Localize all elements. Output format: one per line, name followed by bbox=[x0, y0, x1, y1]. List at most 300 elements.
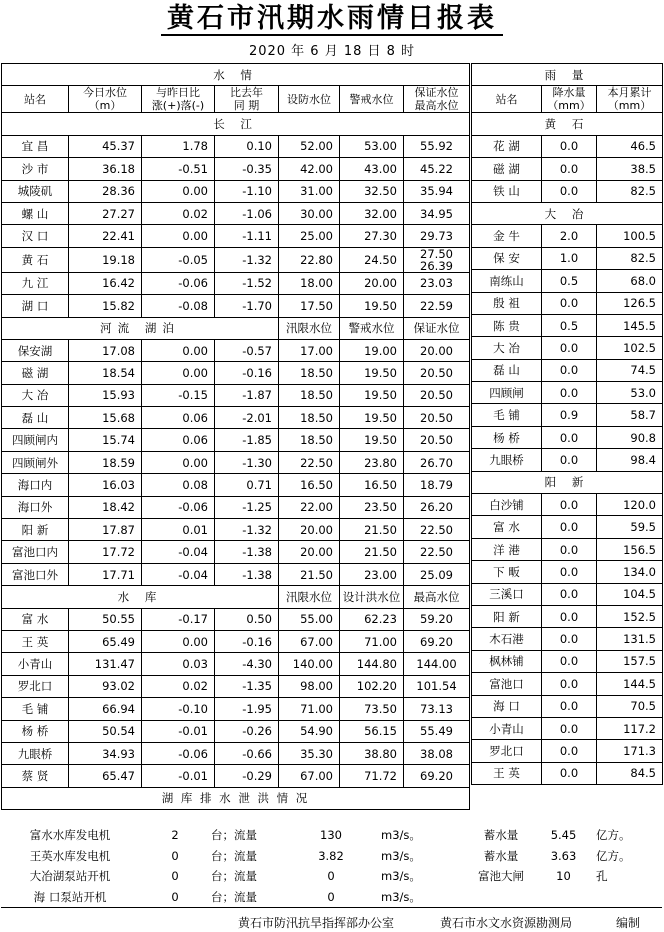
station-value: 20.00 bbox=[340, 272, 404, 294]
station-value: 131.5 bbox=[597, 628, 663, 650]
station-value: 0.0 bbox=[542, 717, 597, 739]
station-value: 22.50 bbox=[404, 541, 470, 563]
station-value: 0.00 bbox=[142, 339, 215, 361]
station-value: 152.5 bbox=[597, 605, 663, 627]
station-value: 20.50 bbox=[404, 384, 470, 406]
station-row bbox=[2, 272, 470, 294]
station-value: 65.47 bbox=[69, 765, 142, 787]
station-value: 1.0 bbox=[542, 247, 597, 269]
station-value: 24.50 bbox=[340, 247, 404, 272]
station-value: -0.51 bbox=[142, 158, 215, 180]
column-header: 本月累计 （mm） bbox=[597, 86, 663, 113]
station-value: 28.36 bbox=[69, 180, 142, 202]
station-value: 26.70 bbox=[404, 451, 470, 473]
river-group-label: 长 江 bbox=[2, 113, 470, 135]
station-value: 93.02 bbox=[69, 675, 142, 697]
station-value: 27.27 bbox=[69, 202, 142, 224]
station-value: 0.0 bbox=[542, 762, 597, 784]
column-header: 最高水位 bbox=[404, 586, 470, 608]
station-value: 19.00 bbox=[340, 339, 404, 361]
station-value: 54.90 bbox=[279, 720, 340, 742]
station-value: 70.5 bbox=[597, 695, 663, 717]
water-section-header bbox=[2, 64, 470, 86]
water-column-headers bbox=[2, 86, 470, 113]
station-value: 134.0 bbox=[597, 561, 663, 583]
station-value: -1.85 bbox=[215, 429, 279, 451]
station-value: -0.26 bbox=[215, 720, 279, 742]
station-value: 35.94 bbox=[404, 180, 470, 202]
station-value: 73.50 bbox=[340, 698, 404, 720]
station-name: 王 英 bbox=[472, 762, 542, 784]
station-value: -1.06 bbox=[215, 202, 279, 224]
station-value: 21.50 bbox=[340, 541, 404, 563]
station-value: -1.32 bbox=[215, 247, 279, 272]
station-value: 74.5 bbox=[597, 359, 663, 381]
rain-station-row bbox=[472, 673, 663, 695]
station-value: 31.00 bbox=[279, 180, 340, 202]
station-value: 0.02 bbox=[142, 202, 215, 224]
lake-group-header bbox=[2, 317, 470, 339]
station-row bbox=[2, 384, 470, 406]
rain-group-header bbox=[472, 202, 663, 224]
station-value: 17.87 bbox=[69, 519, 142, 541]
station-value: 0.0 bbox=[542, 516, 597, 538]
station-value: 36.18 bbox=[69, 158, 142, 180]
station-value: -1.87 bbox=[215, 384, 279, 406]
station-value: 0.06 bbox=[142, 407, 215, 429]
station-value: -2.01 bbox=[215, 407, 279, 429]
station-value: 16.50 bbox=[340, 474, 404, 496]
column-header: 设防水位 bbox=[279, 86, 340, 113]
station-value: 0.0 bbox=[542, 135, 597, 157]
station-value: -1.11 bbox=[215, 225, 279, 247]
station-value: 157.5 bbox=[597, 650, 663, 672]
station-value: 0.0 bbox=[542, 673, 597, 695]
station-value: 0.0 bbox=[542, 382, 597, 404]
station-row bbox=[2, 720, 470, 742]
station-value: 144.80 bbox=[340, 653, 404, 675]
discharge-cell: 5.45 bbox=[550, 828, 577, 843]
rain-station-row bbox=[472, 337, 663, 359]
station-value: 144.00 bbox=[404, 653, 470, 675]
discharge-cell: 0 bbox=[171, 889, 179, 904]
station-value: 38.80 bbox=[340, 742, 404, 764]
station-value: 98.4 bbox=[597, 449, 663, 471]
discharge-row bbox=[1, 846, 662, 867]
rain-section-header bbox=[472, 64, 663, 86]
station-value: -1.70 bbox=[215, 295, 279, 317]
reservoir-group-label: 水 库 bbox=[2, 586, 279, 608]
discharge-cell: 蓄水量 bbox=[483, 828, 519, 843]
discharge-row bbox=[1, 887, 662, 908]
station-value: 18.00 bbox=[279, 272, 340, 294]
station-value: 0.50 bbox=[215, 608, 279, 630]
station-row bbox=[2, 765, 470, 787]
station-value: 71.72 bbox=[340, 765, 404, 787]
rain-group-label: 阳 新 bbox=[472, 471, 663, 493]
station-value: 35.30 bbox=[279, 742, 340, 764]
column-header: 与昨日比 涨(+)落(-) bbox=[142, 86, 215, 113]
footer-bureau: 黄石市水文水资源勘测局 bbox=[440, 916, 573, 930]
discharge-cell: 大冶湖泵站开机 bbox=[29, 869, 111, 884]
station-value: 16.03 bbox=[69, 474, 142, 496]
station-value: 25.09 bbox=[404, 563, 470, 585]
station-value: 0.0 bbox=[542, 337, 597, 359]
station-name: 保 安 bbox=[472, 247, 542, 269]
station-value: 0.0 bbox=[542, 359, 597, 381]
rain-station-row bbox=[472, 561, 663, 583]
station-value: 2.0 bbox=[542, 225, 597, 247]
station-value: 0.0 bbox=[542, 292, 597, 314]
station-value: 17.08 bbox=[69, 339, 142, 361]
rain-station-row bbox=[472, 225, 663, 247]
station-value: 0.06 bbox=[142, 429, 215, 451]
station-value: 20.50 bbox=[404, 362, 470, 384]
discharge-cell: m3/s。 bbox=[381, 889, 421, 904]
discharge-cell bbox=[531, 887, 596, 908]
station-value: 50.55 bbox=[69, 608, 142, 630]
station-value: 59.5 bbox=[597, 516, 663, 538]
rain-station-row bbox=[472, 538, 663, 560]
discharge-table bbox=[1, 825, 662, 907]
rain-station-row bbox=[472, 650, 663, 672]
station-value: 23.03 bbox=[404, 272, 470, 294]
discharge-cell: 王英水库发电机 bbox=[29, 848, 111, 863]
river-group-header bbox=[2, 113, 470, 135]
station-value: 0.0 bbox=[542, 449, 597, 471]
reservoir-group-header bbox=[2, 586, 470, 608]
station-value: 0.00 bbox=[142, 630, 215, 652]
station-value: 0.5 bbox=[542, 314, 597, 336]
station-value: 0.0 bbox=[542, 494, 597, 516]
station-name: 富池口内 bbox=[2, 541, 69, 563]
station-value: 82.5 bbox=[597, 247, 663, 269]
station-row bbox=[2, 339, 470, 361]
column-header: 汛限水位 bbox=[279, 586, 340, 608]
station-name: 湖 口 bbox=[2, 295, 69, 317]
station-value: 71.00 bbox=[340, 630, 404, 652]
station-name: 罗北口 bbox=[472, 740, 542, 762]
station-value: 27.30 bbox=[340, 225, 404, 247]
discharge-cell: 台；流量 bbox=[211, 889, 257, 904]
station-value: 1.78 bbox=[142, 135, 215, 157]
station-value: 0.0 bbox=[542, 561, 597, 583]
station-value: -0.06 bbox=[142, 742, 215, 764]
discharge-cell: 富池大闸 bbox=[478, 869, 524, 884]
station-value: 56.15 bbox=[340, 720, 404, 742]
station-value: 0.03 bbox=[142, 653, 215, 675]
station-value: 71.00 bbox=[279, 698, 340, 720]
station-value: 145.5 bbox=[597, 314, 663, 336]
rain-section-label: 雨 量 bbox=[472, 64, 663, 86]
station-name: 白沙铺 bbox=[472, 494, 542, 516]
column-header: 保证水位 bbox=[404, 317, 470, 339]
rain-station-row bbox=[472, 494, 663, 516]
station-name: 阳 新 bbox=[472, 605, 542, 627]
discharge-cell: m3/s。 bbox=[381, 869, 421, 884]
station-value: 21.50 bbox=[340, 519, 404, 541]
rain-station-row bbox=[472, 135, 663, 157]
station-value: 22.50 bbox=[279, 451, 340, 473]
station-name: 海口外 bbox=[2, 496, 69, 518]
footer-office: 黄石市防汛抗旱指挥部办公室 bbox=[238, 916, 395, 930]
station-value: 0.9 bbox=[542, 404, 597, 426]
station-name: 殷 祖 bbox=[472, 292, 542, 314]
station-value: 144.5 bbox=[597, 673, 663, 695]
station-value: 32.00 bbox=[340, 202, 404, 224]
discharge-cell: 2 bbox=[171, 828, 179, 843]
column-header: 警戒水位 bbox=[340, 86, 404, 113]
station-row bbox=[2, 653, 470, 675]
station-name: 南练山 bbox=[472, 270, 542, 292]
station-value: 19.50 bbox=[340, 362, 404, 384]
station-value: 0.0 bbox=[542, 180, 597, 202]
station-name: 四顾闸 bbox=[472, 382, 542, 404]
rain-station-row bbox=[472, 426, 663, 448]
station-value: 17.50 bbox=[279, 295, 340, 317]
station-value: 0.00 bbox=[142, 225, 215, 247]
station-row bbox=[2, 202, 470, 224]
station-value: 156.5 bbox=[597, 538, 663, 560]
discharge-cell: 亿方。 bbox=[596, 828, 631, 843]
station-value: 17.00 bbox=[279, 339, 340, 361]
station-name: 城陵矶 bbox=[2, 180, 69, 202]
station-value: 20.50 bbox=[404, 407, 470, 429]
station-value: -0.04 bbox=[142, 541, 215, 563]
station-value: 22.41 bbox=[69, 225, 142, 247]
station-value: -1.25 bbox=[215, 496, 279, 518]
rain-station-row bbox=[472, 762, 663, 784]
station-value: 69.20 bbox=[404, 765, 470, 787]
rain-group-header bbox=[472, 113, 663, 135]
station-value: 117.2 bbox=[597, 717, 663, 739]
station-value: 101.54 bbox=[404, 675, 470, 697]
station-value: -0.08 bbox=[142, 295, 215, 317]
station-value: 0.0 bbox=[542, 740, 597, 762]
station-value: 73.13 bbox=[404, 698, 470, 720]
lake-group-label: 河流 湖泊 bbox=[2, 317, 279, 339]
station-value: -0.16 bbox=[215, 630, 279, 652]
report-title: 黄石市汛期水雨情日报表 bbox=[0, 0, 664, 36]
station-row bbox=[2, 541, 470, 563]
station-value: 19.50 bbox=[340, 384, 404, 406]
station-value: 131.47 bbox=[69, 653, 142, 675]
station-value: 46.5 bbox=[597, 135, 663, 157]
station-value: 171.3 bbox=[597, 740, 663, 762]
rain-station-row bbox=[472, 359, 663, 381]
station-name: 铁 山 bbox=[472, 180, 542, 202]
station-name: 富池口 bbox=[472, 673, 542, 695]
station-value: 52.00 bbox=[279, 135, 340, 157]
station-value: 104.5 bbox=[597, 583, 663, 605]
station-row bbox=[2, 135, 470, 157]
station-value: 84.5 bbox=[597, 762, 663, 784]
station-value: 55.00 bbox=[279, 608, 340, 630]
station-name: 大 冶 bbox=[472, 337, 542, 359]
station-value: 66.94 bbox=[69, 698, 142, 720]
station-value: -0.10 bbox=[142, 698, 215, 720]
station-name: 枫林铺 bbox=[472, 650, 542, 672]
discharge-label: 湖 库 排 水 泄 洪 情 况 bbox=[2, 787, 470, 809]
discharge-cell: 0 bbox=[327, 889, 335, 904]
rain-group-label: 黄 石 bbox=[472, 113, 663, 135]
station-name: 汉 口 bbox=[2, 225, 69, 247]
discharge-cell: 富水水库发电机 bbox=[29, 828, 111, 843]
rain-table bbox=[471, 63, 663, 785]
station-value: -4.30 bbox=[215, 653, 279, 675]
station-name: 陈 贵 bbox=[472, 314, 542, 336]
station-row bbox=[2, 608, 470, 630]
station-value: 34.93 bbox=[69, 742, 142, 764]
station-value: -0.01 bbox=[142, 720, 215, 742]
station-value: 20.50 bbox=[404, 429, 470, 451]
station-name: 罗北口 bbox=[2, 675, 69, 697]
station-value: 17.71 bbox=[69, 563, 142, 585]
discharge-cell: 台；流量 bbox=[211, 848, 257, 863]
station-value: -1.30 bbox=[215, 451, 279, 473]
column-header: 设计洪水位 bbox=[340, 586, 404, 608]
station-value: 42.00 bbox=[279, 158, 340, 180]
station-row bbox=[2, 742, 470, 764]
station-value: 18.50 bbox=[279, 384, 340, 406]
station-name: 王 英 bbox=[2, 630, 69, 652]
station-value: -0.17 bbox=[142, 608, 215, 630]
station-value: 0.10 bbox=[215, 135, 279, 157]
rain-station-row bbox=[472, 605, 663, 627]
station-value: -0.06 bbox=[142, 272, 215, 294]
station-name: 下 畈 bbox=[472, 561, 542, 583]
station-name: 九眼桥 bbox=[2, 742, 69, 764]
column-header: 站名 bbox=[2, 86, 69, 113]
station-value: 22.80 bbox=[279, 247, 340, 272]
station-value: 69.20 bbox=[404, 630, 470, 652]
station-row bbox=[2, 429, 470, 451]
station-value: 18.50 bbox=[279, 362, 340, 384]
station-value: 15.74 bbox=[69, 429, 142, 451]
station-name: 四顾闸内 bbox=[2, 429, 69, 451]
station-value: 55.92 bbox=[404, 135, 470, 157]
station-value: 102.20 bbox=[340, 675, 404, 697]
station-value: 120.0 bbox=[597, 494, 663, 516]
station-name: 富 水 bbox=[472, 516, 542, 538]
station-value: 0.5 bbox=[542, 270, 597, 292]
station-value: 20.00 bbox=[279, 519, 340, 541]
rain-station-row bbox=[472, 516, 663, 538]
station-value: 22.59 bbox=[404, 295, 470, 317]
station-value: 20.00 bbox=[279, 541, 340, 563]
station-value: 53.00 bbox=[340, 135, 404, 157]
station-value: 82.5 bbox=[597, 180, 663, 202]
station-value: 0.00 bbox=[142, 180, 215, 202]
station-value: 62.23 bbox=[340, 608, 404, 630]
discharge-cell: 10 bbox=[556, 869, 571, 884]
discharge-cell: 0 bbox=[171, 848, 179, 863]
discharge-cell: 3.63 bbox=[550, 848, 577, 863]
station-name: 金 牛 bbox=[472, 225, 542, 247]
rain-station-row bbox=[472, 292, 663, 314]
station-row bbox=[2, 407, 470, 429]
station-value: 58.7 bbox=[597, 404, 663, 426]
column-header: 保证水位 最高水位 bbox=[404, 86, 470, 113]
station-row bbox=[2, 698, 470, 720]
station-value: -0.29 bbox=[215, 765, 279, 787]
station-row bbox=[2, 362, 470, 384]
station-value: 18.59 bbox=[69, 451, 142, 473]
station-value: 45.37 bbox=[69, 135, 142, 157]
station-row bbox=[2, 474, 470, 496]
station-value: 0.0 bbox=[542, 538, 597, 560]
station-value: 0.71 bbox=[215, 474, 279, 496]
discharge-cell: 3.82 bbox=[318, 848, 344, 863]
station-value: 43.00 bbox=[340, 158, 404, 180]
station-name: 花 湖 bbox=[472, 135, 542, 157]
station-row bbox=[2, 630, 470, 652]
station-value: -0.57 bbox=[215, 339, 279, 361]
discharge-cell: 蓄水量 bbox=[483, 848, 519, 863]
station-name: 小青山 bbox=[472, 717, 542, 739]
station-row bbox=[2, 451, 470, 473]
rain-station-row bbox=[472, 449, 663, 471]
discharge-cell: 孔 bbox=[596, 869, 608, 884]
station-value: 19.50 bbox=[340, 295, 404, 317]
station-value: 29.73 bbox=[404, 225, 470, 247]
station-value: 0.01 bbox=[142, 519, 215, 541]
station-value: 38.08 bbox=[404, 742, 470, 764]
discharge-cell: 台；流量 bbox=[211, 869, 257, 884]
station-value: 38.5 bbox=[597, 158, 663, 180]
discharge-cell: 130 bbox=[320, 828, 342, 843]
station-value: 0.0 bbox=[542, 628, 597, 650]
station-value: 0.0 bbox=[542, 650, 597, 672]
station-name: 沙 市 bbox=[2, 158, 69, 180]
station-row bbox=[2, 519, 470, 541]
station-value: 102.5 bbox=[597, 337, 663, 359]
water-table bbox=[1, 63, 470, 810]
footer-divider bbox=[1, 907, 662, 908]
station-row bbox=[2, 563, 470, 585]
discharge-row bbox=[1, 866, 662, 887]
rain-group-header bbox=[472, 471, 663, 493]
station-value: 140.00 bbox=[279, 653, 340, 675]
discharge-cell bbox=[596, 887, 662, 908]
station-value: 67.00 bbox=[279, 765, 340, 787]
station-value: 19.50 bbox=[340, 407, 404, 429]
station-value: 27.50 26.39 bbox=[404, 247, 470, 272]
station-value: 98.00 bbox=[279, 675, 340, 697]
discharge-cell: 台；流量 bbox=[211, 828, 257, 843]
rain-station-row bbox=[472, 314, 663, 336]
station-value: 90.8 bbox=[597, 426, 663, 448]
station-value: -0.04 bbox=[142, 563, 215, 585]
station-value: -1.10 bbox=[215, 180, 279, 202]
station-value: -0.06 bbox=[142, 496, 215, 518]
station-value: 18.54 bbox=[69, 362, 142, 384]
station-value: -0.35 bbox=[215, 158, 279, 180]
station-value: 0.0 bbox=[542, 158, 597, 180]
station-name: 杨 桥 bbox=[472, 426, 542, 448]
water-section-label: 水 情 bbox=[2, 64, 470, 86]
station-value: -0.66 bbox=[215, 742, 279, 764]
station-name: 保安湖 bbox=[2, 339, 69, 361]
station-value: 126.5 bbox=[597, 292, 663, 314]
station-value: 100.5 bbox=[597, 225, 663, 247]
station-value: -1.38 bbox=[215, 541, 279, 563]
station-name: 杨 桥 bbox=[2, 720, 69, 742]
column-header: 比去年 同 期 bbox=[215, 86, 279, 113]
station-name: 磁 湖 bbox=[2, 362, 69, 384]
station-value: -1.38 bbox=[215, 563, 279, 585]
station-name: 木石港 bbox=[472, 628, 542, 650]
